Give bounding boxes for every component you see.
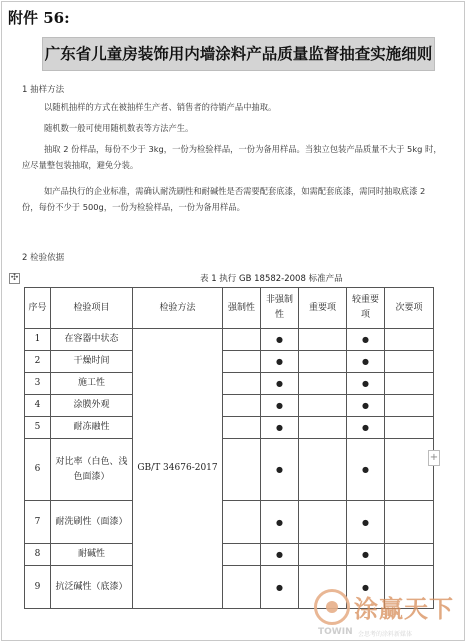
- table-row: [25, 544, 434, 566]
- important-cell: [299, 351, 347, 373]
- row-item: 耐冻融性: [51, 417, 133, 439]
- non-mandatory-bullet: ●: [261, 395, 299, 417]
- minor-cell: [385, 417, 434, 439]
- table-row: [25, 395, 434, 417]
- important-cell: [299, 439, 347, 501]
- mandatory-cell: [223, 439, 261, 501]
- relatively-important-bullet: ●: [347, 395, 385, 417]
- relatively-important-bullet: ●: [347, 351, 385, 373]
- table-row: [25, 373, 434, 395]
- minor-cell: [385, 439, 434, 501]
- row-item: 抗泛碱性（底漆）: [51, 566, 133, 609]
- row-number: 1: [25, 329, 51, 351]
- header-non-mandatory: 非强制性: [261, 288, 299, 329]
- minor-cell: [385, 329, 434, 351]
- mandatory-cell: [223, 373, 261, 395]
- method-cell: GB/T 34676-2017: [133, 329, 223, 609]
- important-cell: [299, 417, 347, 439]
- table-row: [25, 439, 434, 501]
- table-row: [25, 329, 434, 351]
- minor-cell: [385, 351, 434, 373]
- row-number: 2: [25, 351, 51, 373]
- watermark-brand: TOWIN: [318, 627, 353, 637]
- row-item: 在容器中状态: [51, 329, 133, 351]
- non-mandatory-bullet: ●: [261, 501, 299, 544]
- relatively-important-bullet: ●: [347, 373, 385, 395]
- move-handle-icon[interactable]: ✣: [10, 273, 19, 283]
- watermark-tagline: 会思考的涂料新媒体: [358, 631, 413, 638]
- logo-icon: [314, 589, 350, 625]
- header-mandatory: 强制性: [223, 288, 261, 329]
- header-no: 序号: [25, 288, 51, 329]
- important-cell: [299, 501, 347, 544]
- header-relatively-important: 较重要项: [347, 288, 385, 329]
- mandatory-cell: [223, 417, 261, 439]
- section-1-paragraph-2: 随机数一般可使用随机数表等方法产生。: [44, 123, 194, 133]
- non-mandatory-bullet: ●: [261, 439, 299, 501]
- section-1-paragraph-3: 抽取 2 份样品，每份不少于 3kg，一份为检验样品，一份为备用样品。当独立包装产品质量不大于 5kg 时，应尽量整包装抽取，避免分装。: [22, 144, 442, 170]
- non-mandatory-bullet: ●: [261, 329, 299, 351]
- document-title: 广东省儿童房装饰用内墙涂料产品质量监督抽查实施细则: [42, 37, 435, 71]
- row-item: 对比率（白色、浅色面漆）: [51, 439, 133, 501]
- minor-cell: [385, 501, 434, 544]
- watermark: [312, 585, 464, 643]
- non-mandatory-bullet: ●: [261, 417, 299, 439]
- row-item: 耐洗刷性（面漆）: [51, 501, 133, 544]
- row-number: 8: [25, 544, 51, 566]
- header-item: 检验项目: [51, 288, 133, 329]
- row-item: 耐碱性: [51, 544, 133, 566]
- mandatory-cell: [223, 566, 261, 609]
- mandatory-cell: [223, 501, 261, 544]
- header-minor: 次要项: [385, 288, 434, 329]
- table-row: [25, 501, 434, 544]
- table-row: [25, 417, 434, 439]
- minor-cell: [385, 373, 434, 395]
- table-caption: 表 1 执行 GB 18582-2008 标准产品: [200, 274, 343, 284]
- relatively-important-bullet: ●: [347, 439, 385, 501]
- section-2-heading: 2 检验依据: [22, 253, 65, 263]
- minor-cell: [385, 544, 434, 566]
- relatively-important-bullet: ●: [347, 566, 385, 609]
- row-number: 7: [25, 501, 51, 544]
- row-number: 6: [25, 439, 51, 501]
- section-1-heading: 1 抽样方法: [22, 85, 65, 95]
- important-cell: [299, 329, 347, 351]
- table-header-row: [25, 288, 434, 329]
- inspection-table: [24, 287, 434, 609]
- row-item: 涂膜外观: [51, 395, 133, 417]
- relatively-important-bullet: ●: [347, 501, 385, 544]
- relatively-important-bullet: ●: [347, 329, 385, 351]
- table-row: [25, 351, 434, 373]
- row-item: 干燥时间: [51, 351, 133, 373]
- plus-icon[interactable]: +: [428, 450, 440, 466]
- watermark-name: 涂赢天下: [354, 594, 454, 623]
- row-item: 施工性: [51, 373, 133, 395]
- minor-cell: [385, 395, 434, 417]
- non-mandatory-bullet: ●: [261, 373, 299, 395]
- row-number: 3: [25, 373, 51, 395]
- row-number: 9: [25, 566, 51, 609]
- section-1-paragraph-1: 以随机抽样的方式在被抽样生产者、销售者的待销产品中抽取。: [44, 102, 277, 112]
- important-cell: [299, 544, 347, 566]
- mandatory-cell: [223, 329, 261, 351]
- relatively-important-bullet: ●: [347, 417, 385, 439]
- non-mandatory-bullet: ●: [261, 544, 299, 566]
- attachment-label: 附件 56:: [8, 9, 70, 27]
- non-mandatory-bullet: ●: [261, 566, 299, 609]
- mandatory-cell: [223, 395, 261, 417]
- header-method: 检验方法: [133, 288, 223, 329]
- relatively-important-bullet: ●: [347, 544, 385, 566]
- important-cell: [299, 395, 347, 417]
- non-mandatory-bullet: ●: [261, 351, 299, 373]
- section-1-paragraph-4: 如产品执行的企业标准，需确认耐洗刷性和耐碱性是否需要配套底漆，如需配套底漆，需同时抽取底漆 2 份，每份不少于 500g，一份为检验样品，一份为备用样品。: [22, 186, 426, 212]
- row-number: 5: [25, 417, 51, 439]
- important-cell: [299, 373, 347, 395]
- row-number: 4: [25, 395, 51, 417]
- header-important: 重要项: [299, 288, 347, 329]
- mandatory-cell: [223, 351, 261, 373]
- mandatory-cell: [223, 544, 261, 566]
